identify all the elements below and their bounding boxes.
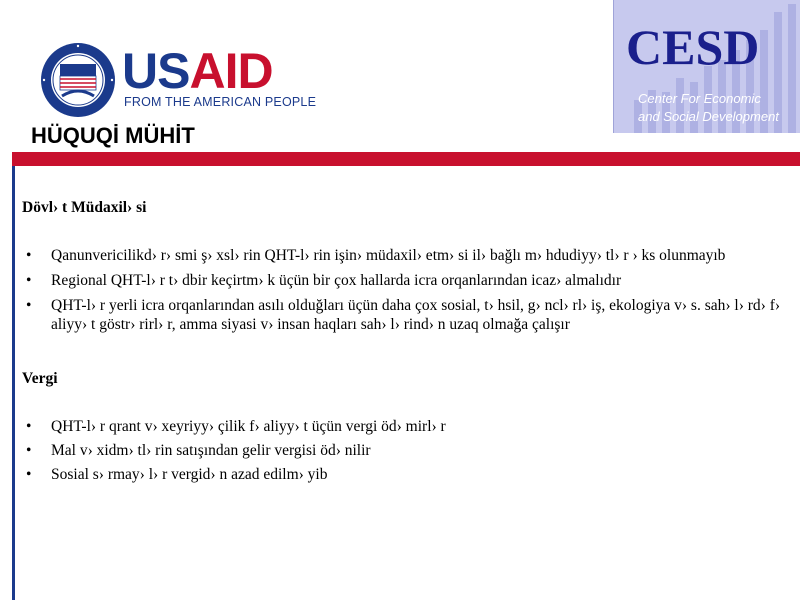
- slide-title: HÜQUQİ MÜHİT: [31, 123, 195, 148]
- list-item: • QHT-l› r yerli icra orqanlarından asılı olduğları üçün daha çox sosial, t› hsil, g› ncl› rl› iş, ekologiya v› s. sah› l› rd› f› aliyy› t göstr› rirl› r, amma siyasi v› insan haqları sah› l› rind› n uzaq olmağa çalışır: [22, 296, 792, 334]
- list-item: • Sosial s› rmay› l› r vergid› n azad edilm› yib: [22, 465, 792, 484]
- bullet-list: [22, 246, 792, 334]
- usaid-seal-logo: [40, 42, 116, 118]
- list-item: • Qanunvericilikd› r› smi ş› xsl› rin QHT-l› rin işin› müdaxil› etm› si il› bağlı m› hdudiyy› tl› r › ks olunmayıb: [22, 246, 792, 265]
- list-item: • Mal v› xidm› tl› rin satışından gelir vergisi öd› nilir: [22, 441, 792, 460]
- cesd-subtitle: [638, 90, 779, 126]
- cesd-logo: [613, 0, 800, 133]
- bullet-list: [22, 417, 792, 484]
- cesd-subtitle-line1: Center For Economic: [638, 91, 761, 106]
- usaid-tagline: FROM THE AMERICAN PEOPLE: [124, 95, 317, 109]
- section-heading: Vergi: [22, 370, 58, 387]
- cesd-title: CESD: [626, 19, 760, 75]
- slide-content: [22, 198, 792, 484]
- title-underline-bar: [12, 152, 800, 166]
- usaid-wordmark: USAID: [122, 43, 273, 99]
- list-item: • QHT-l› r qrant v› xeyriyy› çilik f› aliyy› t üçün vergi öd› mirl› r: [22, 417, 792, 436]
- section-heading: Dövl› t Müdaxil› si: [22, 199, 147, 216]
- cesd-subtitle-line2: and Social Development: [638, 109, 779, 124]
- left-accent-line: [12, 166, 15, 600]
- list-item: • Regional QHT-l› r t› dbir keçirtm› k üçün bir çox hallarda icra orqanlarından icaz› almalıdır: [22, 271, 792, 290]
